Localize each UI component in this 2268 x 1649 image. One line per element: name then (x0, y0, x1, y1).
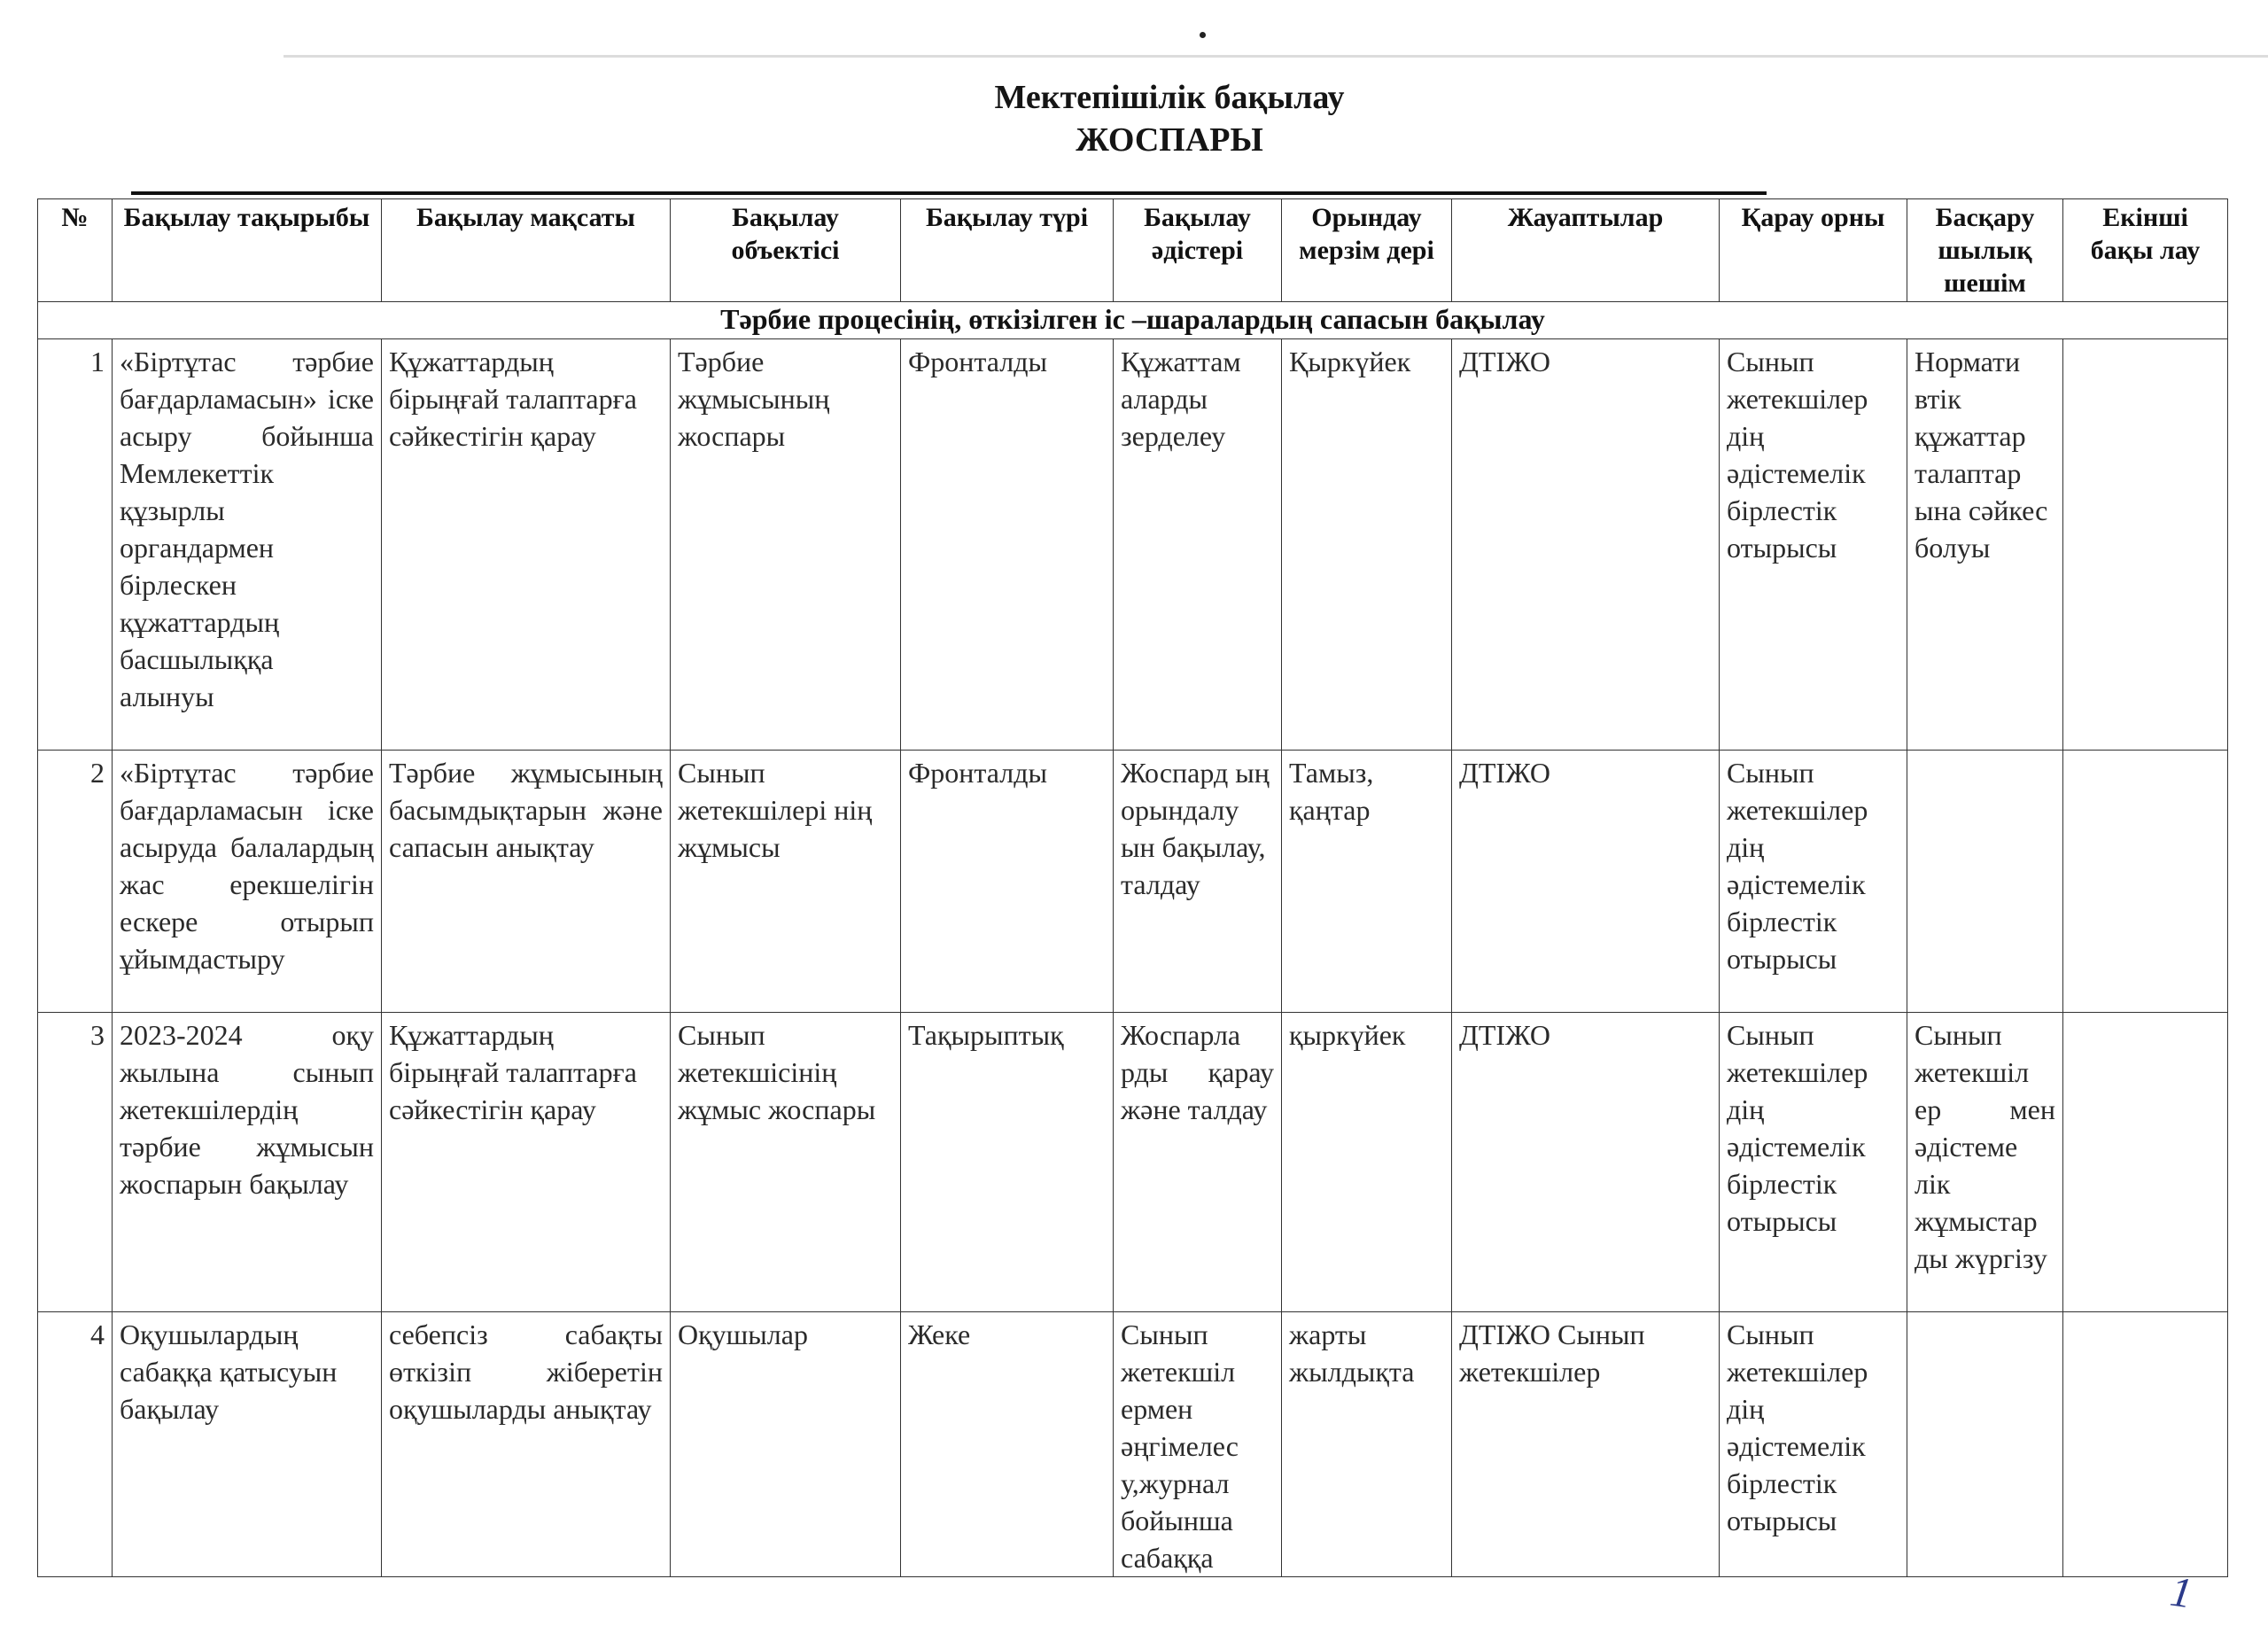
col-header-second-control: Екінші бақы лау (2063, 199, 2228, 302)
header-row (38, 199, 2228, 302)
cell-deadline: Тамыз, қаңтар (1282, 751, 1452, 1013)
cell-decision: Сынып жетекшіл ер мен әдістеме лік жұмыстар ды жүргізу (1907, 1013, 2063, 1312)
cell-responsible: ДТІЖО (1452, 751, 1720, 1013)
cell-review: Сынып жетекшілер дің әдістемелік бірлестік отырысы (1720, 1013, 1907, 1312)
col-header-type: Бақылау түрі (901, 199, 1114, 302)
control-plan-table (37, 198, 2228, 1577)
cell-object: Сынып жетекшілері нің жұмысы (671, 751, 901, 1013)
cell-review: Сынып жетекшілер дің әдістемелік бірлестік отырысы (1720, 339, 1907, 751)
title-line-2: ЖОСПАРЫ (1076, 121, 1263, 159)
col-header-decision: Басқару шылық шешім (1907, 199, 2063, 302)
col-header-goal: Бақылау мақсаты (382, 199, 671, 302)
col-header-review: Қарау орны (1720, 199, 1907, 302)
cell-goal: себепсіз сабақты өткізіп жіберетін оқушыларды анықтау (382, 1312, 671, 1577)
cell-decision (1907, 1312, 2063, 1577)
cell-methods: Құжаттам аларды зерделеу (1114, 339, 1282, 751)
col-header-topic: Бақылау тақырыбы (113, 199, 382, 302)
cell-topic: «Біртұтас тәрбие бағдарламасын іске асыруда балалардың жас ерекшелігін ескере отырып ұйымдастыру (113, 751, 382, 1013)
cell-goal: Құжаттардың бірыңғай талаптарға сәйкестігін қарау (382, 1013, 671, 1312)
title-line-1: Мектепішілік бақылау (994, 79, 1345, 116)
table-row (38, 339, 2228, 751)
cell-topic: Оқушылардың сабаққа қатысуын бақылау (113, 1312, 382, 1577)
scan-dot-mark (1200, 32, 1206, 38)
table-row (38, 1312, 2228, 1577)
row-number: 1 (38, 339, 113, 751)
cell-object: Оқушылар (671, 1312, 901, 1577)
cell-deadline: жарты жылдықта (1282, 1312, 1452, 1577)
table-row (38, 1013, 2228, 1312)
table-row (38, 751, 2228, 1013)
cell-responsible: ДТІЖО (1452, 339, 1720, 751)
cell-topic: «Біртұтас тәрбие бағдарламасын» іске асыру бойынша Мемлекеттік құзырлы органдармен бірлескен құжаттардың басшылыққа алынуы (113, 339, 382, 751)
document-title (0, 76, 2268, 161)
cell-responsible: ДТІЖО (1452, 1013, 1720, 1312)
col-header-deadline: Орындау мерзім дері (1282, 199, 1452, 302)
scan-edge-line (284, 55, 2268, 58)
cell-goal: Тәрбие жұмысының басымдықтарын және сапасын анықтау (382, 751, 671, 1013)
cell-type: Фронталды (901, 339, 1114, 751)
col-header-object: Бақылау объектісі (671, 199, 901, 302)
cell-second-control (2063, 1013, 2228, 1312)
cell-type: Жеке (901, 1312, 1114, 1577)
section-row (38, 302, 2228, 339)
cell-second-control (2063, 339, 2228, 751)
section-title: Тәрбие процесінің, өткізілген іс –шаралардың сапасын бақылау (38, 302, 2228, 339)
cell-methods: Жоспард ың орындалу ын бақылау, талдау (1114, 751, 1282, 1013)
col-header-number: № (38, 199, 113, 302)
cell-deadline: Қыркүйек (1282, 339, 1452, 751)
cell-decision (1907, 751, 2063, 1013)
col-header-responsible: Жауаптылар (1452, 199, 1720, 302)
cell-type: Фронталды (901, 751, 1114, 1013)
cell-type: Тақырыптық (901, 1013, 1114, 1312)
row-number: 3 (38, 1013, 113, 1312)
cell-second-control (2063, 751, 2228, 1013)
cell-topic: 2023-2024 оқу жылына сынып жетекшілердің тәрбие жұмысын жоспарын бақылау (113, 1013, 382, 1312)
row-number: 2 (38, 751, 113, 1013)
col-header-methods: Бақылау әдістері (1114, 199, 1282, 302)
row-number: 4 (38, 1312, 113, 1577)
cell-deadline: қыркүйек (1282, 1013, 1452, 1312)
cell-review: Сынып жетекшілер дің әдістемелік бірлестік отырысы (1720, 751, 1907, 1013)
page-number: 1 (2167, 1567, 2195, 1618)
cell-decision: Нормати втік құжаттар талаптар ына сәйкес болуы (1907, 339, 2063, 751)
cell-object: Сынып жетекшісінің жұмыс жоспары (671, 1013, 901, 1312)
cell-object: Тәрбие жұмысының жоспары (671, 339, 901, 751)
cell-methods: Жоспарла рды қарау және талдау (1114, 1013, 1282, 1312)
cell-responsible: ДТІЖО Сынып жетекшілер (1452, 1312, 1720, 1577)
header-rule (131, 191, 1767, 195)
cell-second-control (2063, 1312, 2228, 1577)
cell-goal: Құжаттардың бірыңғай талаптарға сәйкестігін қарау (382, 339, 671, 751)
cell-review: Сынып жетекшілер дің әдістемелік бірлестік отырысы (1720, 1312, 1907, 1577)
cell-methods: Сынып жетекшіл ермен әңгімелес у,журнал бойынша сабаққа (1114, 1312, 1282, 1577)
